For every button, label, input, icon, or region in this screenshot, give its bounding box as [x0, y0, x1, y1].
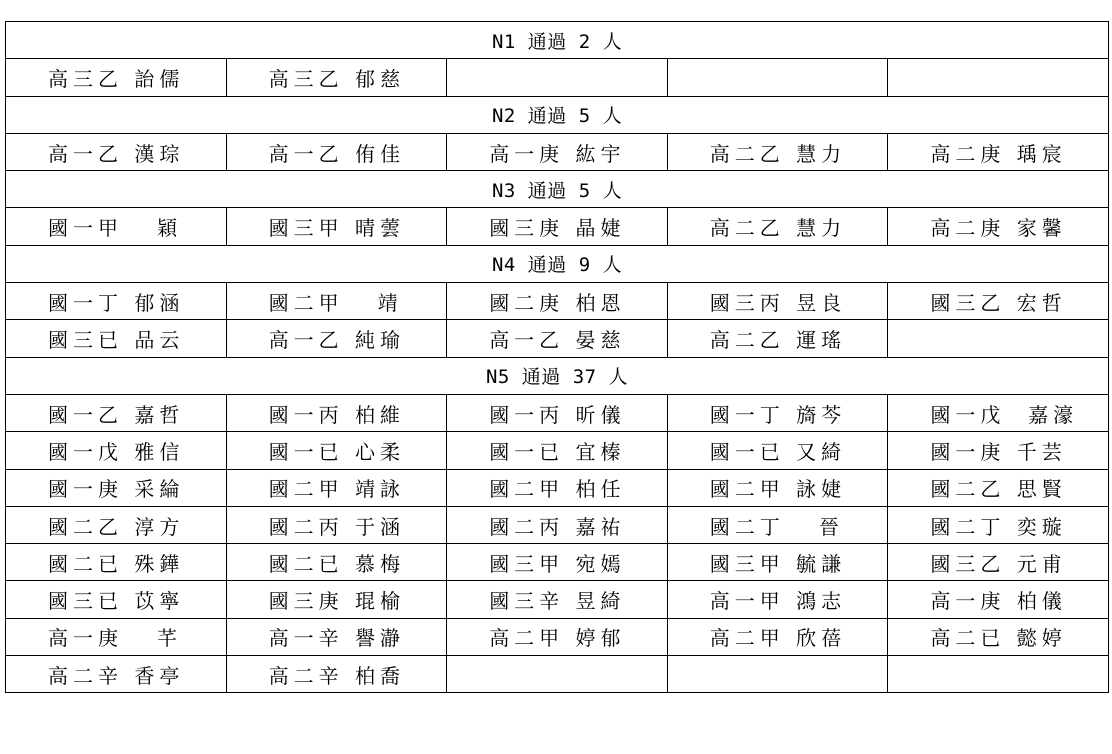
level-header: N3 通過 5 人 [6, 171, 1109, 208]
student-cell: 高二乙 慧力 [667, 208, 888, 245]
student-cell: 國一已 心柔 [226, 432, 447, 469]
student-row [6, 581, 1109, 618]
student-cell: 高二乙 運瑤 [667, 320, 888, 357]
student-cell: 高二庚 家馨 [888, 208, 1109, 245]
student-cell: 高二庚 瑀宸 [888, 133, 1109, 170]
student-cell: 國三辛 昱綺 [447, 581, 668, 618]
level-header: N2 通過 5 人 [6, 96, 1109, 133]
empty-cell [447, 656, 668, 693]
student-cell: 高一庚 芊 [6, 618, 227, 655]
student-row [6, 618, 1109, 655]
student-row [6, 656, 1109, 693]
student-cell: 國三甲 毓謙 [667, 544, 888, 581]
student-cell: 國三乙 宏哲 [888, 283, 1109, 320]
student-row [6, 208, 1109, 245]
empty-cell [447, 59, 668, 96]
empty-cell [888, 59, 1109, 96]
student-cell: 國三甲 晴蕓 [226, 208, 447, 245]
level-header-row [6, 357, 1109, 394]
student-cell: 高一庚 柏儀 [888, 581, 1109, 618]
empty-cell [667, 656, 888, 693]
student-cell: 國二甲 靖 [226, 283, 447, 320]
student-cell: 國一庚 采綸 [6, 469, 227, 506]
student-cell: 國一已 又綺 [667, 432, 888, 469]
student-cell: 國三庚 琨榆 [226, 581, 447, 618]
student-cell: 國二已 殊鏵 [6, 544, 227, 581]
pass-roster-table [5, 21, 1109, 693]
level-header-row [6, 22, 1109, 59]
student-cell: 國三庚 晶婕 [447, 208, 668, 245]
student-row [6, 469, 1109, 506]
student-cell: 國一庚 千芸 [888, 432, 1109, 469]
student-cell: 國二丙 于涵 [226, 506, 447, 543]
student-cell: 國二甲 靖詠 [226, 469, 447, 506]
student-row [6, 320, 1109, 357]
student-cell: 高二辛 香亭 [6, 656, 227, 693]
student-row [6, 394, 1109, 431]
student-cell: 國三乙 元甫 [888, 544, 1109, 581]
student-cell: 國三已 品云 [6, 320, 227, 357]
student-row [6, 544, 1109, 581]
student-cell: 高一乙 侑佳 [226, 133, 447, 170]
student-cell: 國二庚 柏恩 [447, 283, 668, 320]
student-cell: 高一乙 漢琮 [6, 133, 227, 170]
level-header: N5 通過 37 人 [6, 357, 1109, 394]
student-cell: 國一戊 嘉濠 [888, 394, 1109, 431]
student-cell: 國一丙 昕儀 [447, 394, 668, 431]
level-header-row [6, 245, 1109, 282]
student-cell: 高二辛 柏喬 [226, 656, 447, 693]
student-cell: 國一丁 旖芩 [667, 394, 888, 431]
student-cell: 國三丙 昱良 [667, 283, 888, 320]
level-header: N1 通過 2 人 [6, 22, 1109, 59]
student-cell: 高二乙 慧力 [667, 133, 888, 170]
student-cell: 國二甲 詠婕 [667, 469, 888, 506]
student-cell: 高一乙 純瑜 [226, 320, 447, 357]
student-cell: 高二已 懿婷 [888, 618, 1109, 655]
student-cell: 國一已 宜榛 [447, 432, 668, 469]
student-cell: 高三乙 詒儒 [6, 59, 227, 96]
student-cell: 國二甲 柏任 [447, 469, 668, 506]
level-header-row [6, 96, 1109, 133]
student-cell: 國一丁 郁涵 [6, 283, 227, 320]
student-cell: 高二甲 欣蓓 [667, 618, 888, 655]
student-cell: 國一甲 穎 [6, 208, 227, 245]
student-cell: 高二甲 婷郁 [447, 618, 668, 655]
student-row [6, 59, 1109, 96]
student-cell: 國二乙 思賢 [888, 469, 1109, 506]
student-row [6, 283, 1109, 320]
student-cell: 高一甲 鴻志 [667, 581, 888, 618]
student-cell: 國三甲 宛嫣 [447, 544, 668, 581]
student-cell: 國二乙 淳方 [6, 506, 227, 543]
student-cell: 國一丙 柏維 [226, 394, 447, 431]
student-cell: 國二丁 奕璇 [888, 506, 1109, 543]
student-cell: 國二已 慕梅 [226, 544, 447, 581]
student-cell: 高一辛 譽瀞 [226, 618, 447, 655]
level-header-row [6, 171, 1109, 208]
student-cell: 國三已 苡寧 [6, 581, 227, 618]
empty-cell [888, 320, 1109, 357]
student-cell: 國一乙 嘉哲 [6, 394, 227, 431]
roster-body [6, 22, 1109, 693]
student-cell: 高一庚 紘宇 [447, 133, 668, 170]
empty-cell [888, 656, 1109, 693]
student-row [6, 506, 1109, 543]
student-row [6, 133, 1109, 170]
student-row [6, 432, 1109, 469]
student-cell: 國二丁 晉 [667, 506, 888, 543]
student-cell: 國一戊 雅信 [6, 432, 227, 469]
empty-cell [667, 59, 888, 96]
student-cell: 國二丙 嘉祐 [447, 506, 668, 543]
level-header: N4 通過 9 人 [6, 245, 1109, 282]
student-cell: 高三乙 郁慈 [226, 59, 447, 96]
student-cell: 高一乙 晏慈 [447, 320, 668, 357]
